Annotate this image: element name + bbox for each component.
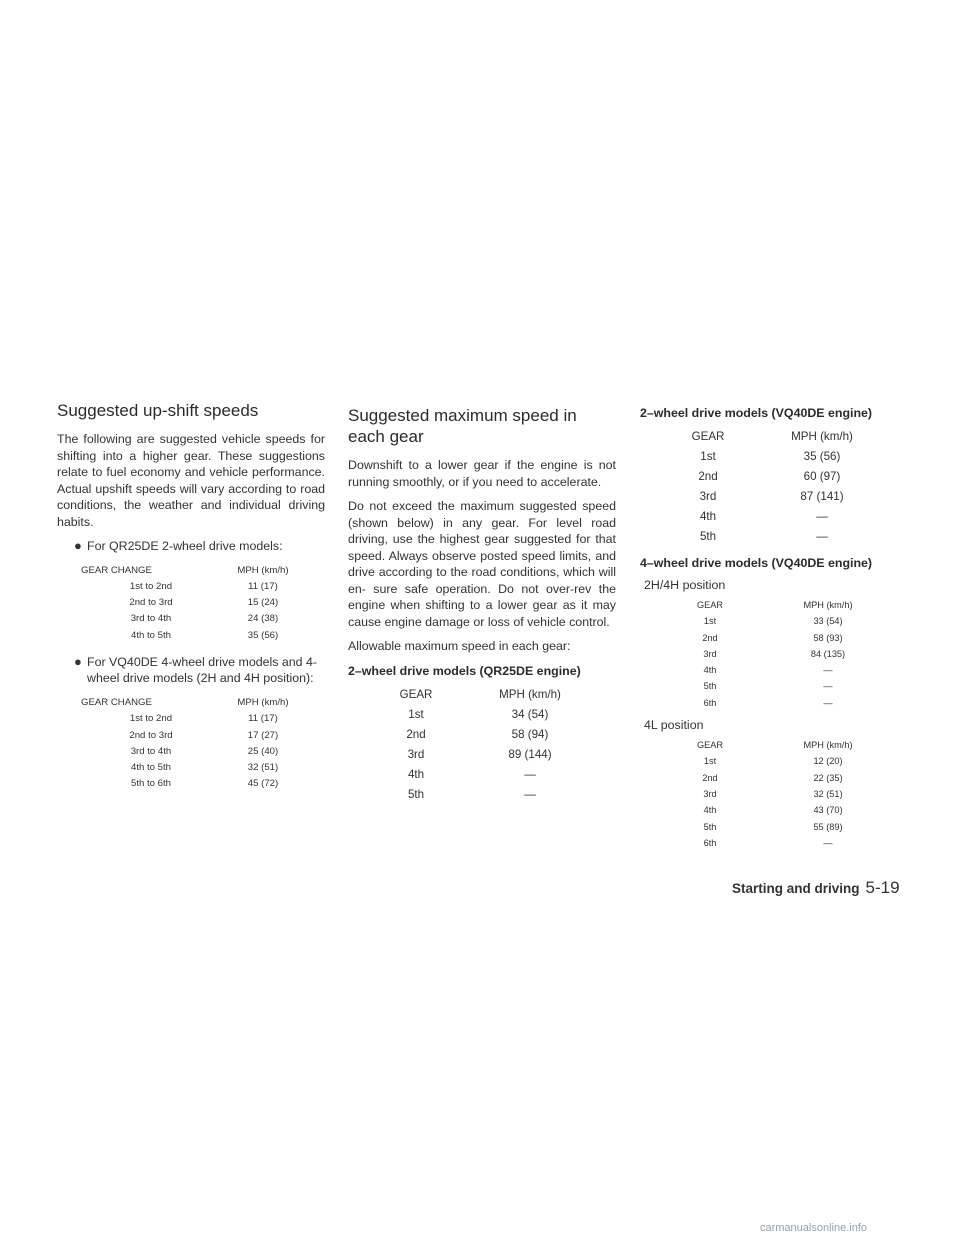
table-row: 1st 34 (54)	[408, 707, 549, 721]
table-header-row: GEAR CHANGE MPH (km/h)	[81, 696, 289, 708]
max-speed-para-2: Do not exceed the maximum suggested speed (shown below) in any gear. For level road driving, use the highest gear suggested for that speed. Always observe posted speed limits, and drive according to the road conditions, which will en- sure safe operation. Do not over-rev the engine when shifting to a lower gear as it may cause engine damage or loss of vehicle control.	[348, 499, 616, 629]
table-max-4wd-4l	[650, 737, 886, 851]
max-speed-para-1: Downshift to a lower gear if the engine is not running smoothly, or if you need to accelerate.	[348, 458, 616, 489]
watermark: carmanualsonline.info	[760, 1222, 868, 1234]
table-row: 3rd 84 (135)	[703, 648, 846, 659]
table-row: 3rd to 4th 24 (38)	[130, 613, 279, 625]
bullet-dot-icon: ●	[74, 538, 82, 553]
table-upshift-qr25de	[81, 563, 305, 644]
table-row: 5th —	[699, 530, 828, 543]
table-header-row: GEAR MPH (km/h)	[399, 687, 561, 701]
table-row: 5th —	[703, 681, 833, 692]
upshift-heading: Suggested up-shift speeds	[57, 401, 259, 420]
table-row: 4th to 5th 35 (56)	[130, 629, 279, 641]
table-row: 2nd 22 (35)	[702, 772, 843, 783]
table-row: 5th —	[407, 787, 536, 801]
position-4l-label: 4L position	[644, 718, 704, 733]
table-header-row: GEAR MPH (km/h)	[691, 430, 853, 443]
table-max-2wd-vq40de	[650, 427, 878, 547]
subhead-4wd-vq40de: 4–wheel drive models (VQ40DE engine)	[640, 556, 873, 570]
table-header-row: GEAR CHANGE MPH (km/h)	[81, 564, 289, 576]
table-row: 2nd 58 (93)	[702, 632, 843, 643]
table-row: 2nd 58 (94)	[406, 727, 549, 741]
bullet-qr25de: ● For QR25DE 2-wheel drive models:	[74, 538, 283, 553]
table-row: 6th —	[703, 697, 833, 708]
table-max-2wd-qr25de	[358, 685, 586, 805]
position-2h-4h-label: 2H/4H position	[644, 578, 726, 592]
subhead-2wd-vq40de: 2–wheel drive models (VQ40DE engine)	[640, 406, 873, 420]
column-upshift	[57, 400, 325, 803]
bullet-vq40de: ● For VQ40DE 4-wheel drive models and 4-wheel drive models (2H and 4H position):	[74, 653, 318, 686]
column-max-speed	[348, 405, 616, 813]
table-row: 3rd to 4th 25 (40)	[130, 745, 279, 757]
bullet-dot-icon: ●	[74, 653, 82, 669]
table-row: 4th —	[699, 510, 828, 523]
subhead-2wd-qr25de: 2–wheel drive models (QR25DE engine)	[348, 663, 581, 678]
table-row: 3rd 32 (51)	[703, 788, 843, 799]
table-upshift-vq40de	[81, 695, 305, 793]
table-row: 2nd 60 (97)	[698, 470, 841, 483]
table-row: 4th 43 (70)	[703, 805, 843, 816]
table-row: 3rd 87 (141)	[699, 490, 844, 503]
table-row: 4th to 5th 32 (51)	[130, 762, 279, 774]
table-row: 5th to 6th 45 (72)	[130, 778, 279, 790]
page-footer	[732, 878, 900, 898]
table-row: 1st 35 (56)	[700, 450, 841, 463]
column-vq40de	[640, 405, 910, 857]
table-row: 1st to 2nd 11 (17)	[129, 580, 278, 592]
table-max-4wd-2h4h	[650, 597, 886, 711]
table-row: 3rd 89 (144)	[407, 747, 552, 761]
max-speed-para-3: Allowable maximum speed in each gear:	[348, 639, 571, 653]
table-header-row: GEAR MPH (km/h)	[696, 740, 853, 751]
table-row: 1st 12 (20)	[703, 756, 843, 767]
table-row: 1st to 2nd 11 (17)	[129, 713, 278, 725]
table-row: 2nd to 3rd 17 (27)	[129, 729, 279, 741]
table-row: 1st 33 (54)	[703, 616, 843, 627]
max-speed-heading: Suggested maximum speed in each gear	[348, 406, 577, 446]
table-header-row: GEAR MPH (km/h)	[696, 600, 853, 610]
table-row: 4th —	[407, 767, 536, 781]
footer-page-number: 5-19	[865, 878, 900, 897]
table-row: 4th —	[703, 665, 833, 676]
footer-section-title: Starting and driving	[732, 881, 860, 896]
upshift-intro: The following are suggested vehicle speeds for shifting into a higher gear. These suggestions relate to fuel economy and vehicle performance. Actual upshift speeds will vary according to road conditions, the weather and individual driving habits.	[57, 432, 325, 529]
table-row: 2nd to 3rd 15 (24)	[129, 597, 279, 609]
table-row: 6th —	[703, 837, 833, 848]
table-row: 5th 55 (89)	[703, 821, 843, 832]
